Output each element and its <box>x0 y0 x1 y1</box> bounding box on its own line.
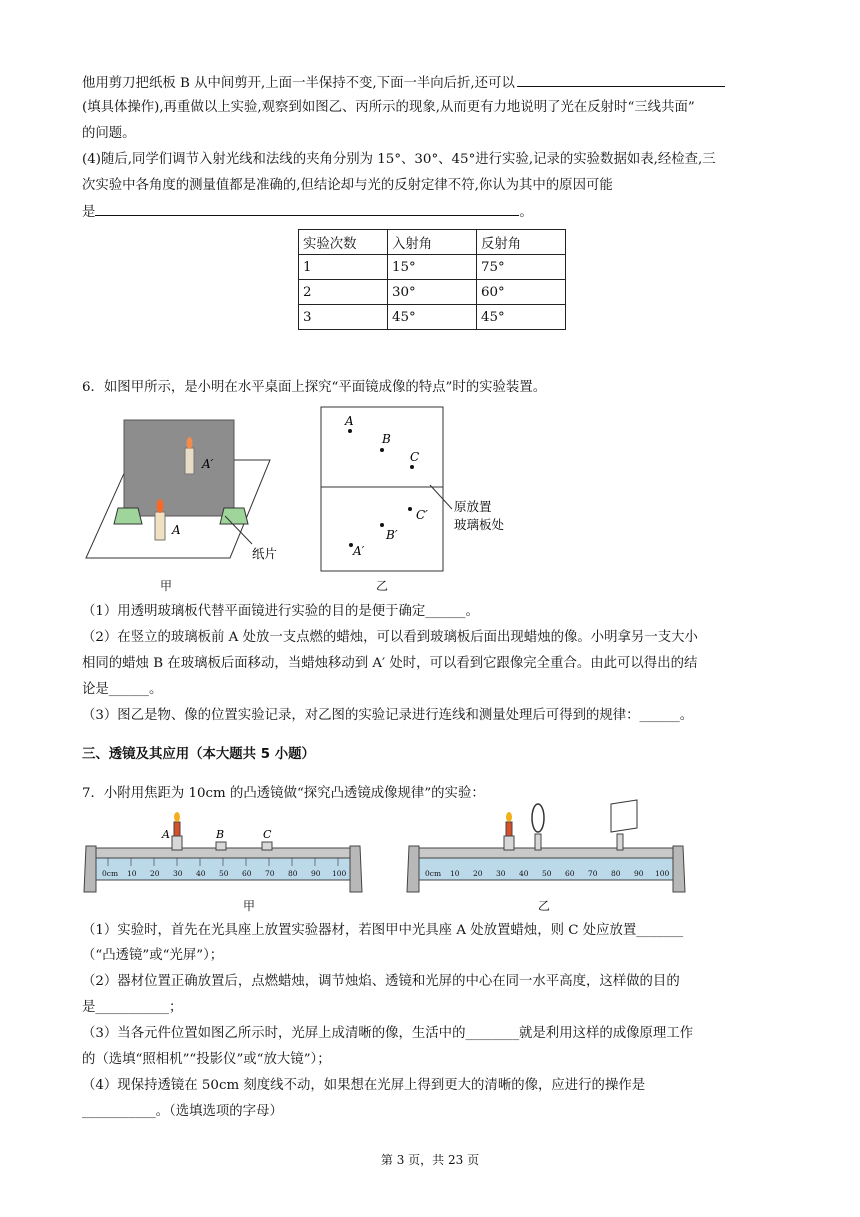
candle <box>174 822 180 836</box>
optical-bench-yi <box>405 798 687 894</box>
candle-holder <box>504 836 514 850</box>
label-b: B <box>216 828 225 841</box>
tick-label: 80 <box>611 869 621 878</box>
position-record-figure <box>318 405 518 575</box>
label-a: A <box>345 414 354 428</box>
holder-a <box>172 836 182 850</box>
table-cell: 75° <box>477 255 566 280</box>
light-screen <box>611 800 637 832</box>
tick-label: 60 <box>565 869 575 878</box>
table-header-cell: 入射角 <box>388 230 477 255</box>
point-c-prime <box>408 507 412 511</box>
text-line: (填具体操作),再重做以上实验,观察到如图乙、丙所示的现象,从而更有力地说明了光在反射时“三线共面” <box>82 100 695 115</box>
figure-caption-yi: 乙 <box>376 579 389 593</box>
question-7-part-4: （4）现保持透镜在 50cm 刻度线不动，如果想在光屏上得到更大的清晰的像，应进行的操作是 <box>82 1078 646 1093</box>
table-header-cell: 反射角 <box>477 230 566 255</box>
table-cell: 45° <box>477 305 566 330</box>
text-line: 的问题。 <box>82 126 136 141</box>
question-6-part-2: （2）在竖立的玻璃板前 A 处放一支点燃的蜡烛，可以看到玻璃板后面出现蜡烛的像。小明拿另一支大小 <box>82 630 698 645</box>
bench-leg-right <box>350 846 362 892</box>
question-6-stem: 6．如图甲所示，是小明在水平桌面上探究“平面镜成像的特点”时的实验装置。 <box>82 380 547 395</box>
figure-caption-jia: 甲 <box>160 579 173 593</box>
question-7-part-2-cont: 是___________； <box>82 1000 183 1015</box>
tick-label: 20 <box>473 869 483 878</box>
table-cell: 2 <box>299 280 388 305</box>
label-paper: 纸片 <box>252 546 278 561</box>
table-cell: 30° <box>388 280 477 305</box>
text-line <box>82 201 533 223</box>
question-7-part-3: （3）当各元件位置如图乙所示时，光屏上成清晰的像，生活中的________就是利用这样的成像原理工作 <box>82 1026 694 1041</box>
tick-label: 40 <box>196 869 206 878</box>
bench-leg-right <box>673 846 685 892</box>
candle-image <box>185 448 194 474</box>
tick-label: 90 <box>634 869 644 878</box>
stand-right <box>220 508 248 524</box>
lens-holder <box>535 834 541 850</box>
text-line: (4)随后,同学们调节入射光线和法线的夹角分别为 15°、30°、45°进行实验,记录的实验数据如表,经检查,三 <box>82 152 716 167</box>
tick-label: 0cm <box>102 869 119 878</box>
tick-label: 100 <box>332 869 347 878</box>
mirror-apparatus-figure <box>80 418 290 588</box>
point-a <box>348 429 352 433</box>
table-cell: 3 <box>299 305 388 330</box>
tick-label: 50 <box>542 869 552 878</box>
tick-label: 50 <box>219 869 229 878</box>
holder-c <box>262 842 272 850</box>
answer-blank[interactable] <box>517 72 725 87</box>
point-c <box>410 465 414 469</box>
point-b <box>380 448 384 452</box>
tick-label: 0cm <box>425 869 442 878</box>
text-line: 次实验中各角度的测量值都是准确的,但结论却与光的反射定律不符,你认为其中的原因可能 <box>82 178 613 193</box>
text: 是 <box>82 205 96 220</box>
flame <box>174 812 180 822</box>
table-cell: 1 <box>299 255 388 280</box>
text: 他用剪刀把纸板 B 从中间剪开,上面一半保持不变,下面一半向后折,还可以 <box>82 76 515 91</box>
question-6-part-2-cont: 论是______。 <box>82 682 163 697</box>
table-row <box>299 305 566 330</box>
pointer-line <box>430 485 452 509</box>
label-a-prime: A′ <box>202 457 214 471</box>
bench-leg-left <box>84 846 96 892</box>
optical-bench-jia <box>82 808 364 894</box>
flame-a <box>157 499 164 513</box>
tick-label: 90 <box>311 869 321 878</box>
text-line <box>82 72 725 94</box>
question-7-part-1-cont: （“凸透镜”或“光屏”）； <box>82 948 224 963</box>
label-a-prime: A′ <box>353 544 365 558</box>
flame <box>506 812 512 822</box>
question-7-part-1: （1）实验时，首先在光具座上放置实验器材，若图甲中光具座 A 处放置蜡烛，则 C 处应放置_______ <box>82 923 684 938</box>
stand-left <box>114 508 142 524</box>
bench-leg-left <box>407 846 419 892</box>
tick-label: 20 <box>150 869 160 878</box>
bench-rail-top <box>413 848 679 858</box>
figure-caption-jia: 甲 <box>243 899 256 913</box>
tick-label: 70 <box>265 869 275 878</box>
question-7-part-2: （2）器材位置正确放置后，点燃蜡烛，调节烛焰、透镜和光屏的中心在同一水平高度，这样做的目的 <box>82 974 680 989</box>
label-a: A <box>172 523 181 537</box>
question-6-part-3: （3）图乙是物、像的位置实验记录，对乙图的实验记录进行连线和测量处理后可得到的规律：______。 <box>82 708 694 723</box>
screen-holder <box>617 834 623 850</box>
figure-caption-yi: 乙 <box>538 899 551 913</box>
question-7-part-4-cont: ___________。（选填选项的字母） <box>82 1104 283 1119</box>
candle <box>506 822 512 836</box>
tick-label: 10 <box>127 869 137 878</box>
tick-label: 30 <box>173 869 183 878</box>
tick-label: 60 <box>242 869 252 878</box>
tick-label: 40 <box>519 869 529 878</box>
glass-plate <box>124 420 234 516</box>
answer-blank[interactable] <box>95 201 519 216</box>
data-table <box>298 229 566 330</box>
label-c: C <box>410 450 420 464</box>
table-header-cell: 实验次数 <box>299 230 388 255</box>
tick-label: 80 <box>288 869 298 878</box>
table-row <box>299 280 566 305</box>
tick-label: 100 <box>655 869 670 878</box>
label-a: A <box>162 828 170 841</box>
question-7-part-3-cont: 的（选填“照相机”“投影仪”或“放大镜”）； <box>82 1052 331 1067</box>
tick-label: 30 <box>496 869 506 878</box>
text: 。 <box>519 205 533 220</box>
note-line-1: 原放置 <box>454 499 492 514</box>
note-line-2: 玻璃板处 <box>454 517 505 532</box>
question-6-part-2-cont: 相同的蜡烛 B 在玻璃板后面移动，当蜡烛移动到 A′ 处时，可以看到它跟像完全重合。由此可以得出的结 <box>82 656 698 671</box>
question-7-stem: 7．小附用焦距为 10cm 的凸透镜做“探究凸透镜成像规律”的实验： <box>82 786 485 801</box>
holder-b <box>216 842 226 850</box>
table-cell: 45° <box>388 305 477 330</box>
label-b-prime: B′ <box>386 528 398 542</box>
table-cell: 15° <box>388 255 477 280</box>
question-6-part-1: （1）用透明玻璃板代替平面镜进行实验的目的是便于确定______。 <box>82 604 479 619</box>
table-header-row <box>299 230 566 255</box>
point-b-prime <box>380 523 384 527</box>
table-cell: 60° <box>477 280 566 305</box>
label-c: C <box>263 828 272 841</box>
label-c-prime: C′ <box>416 508 428 522</box>
table-row <box>299 255 566 280</box>
page-footer: 第 3 页，共 23 页 <box>380 1153 480 1167</box>
section-heading: 三、透镜及其应用（本大题共 5 小题） <box>82 747 315 762</box>
tick-label: 70 <box>588 869 598 878</box>
convex-lens <box>532 804 544 832</box>
candle-a <box>155 512 165 540</box>
label-b: B <box>382 432 391 446</box>
flame-image <box>187 437 193 449</box>
tick-label: 10 <box>450 869 460 878</box>
